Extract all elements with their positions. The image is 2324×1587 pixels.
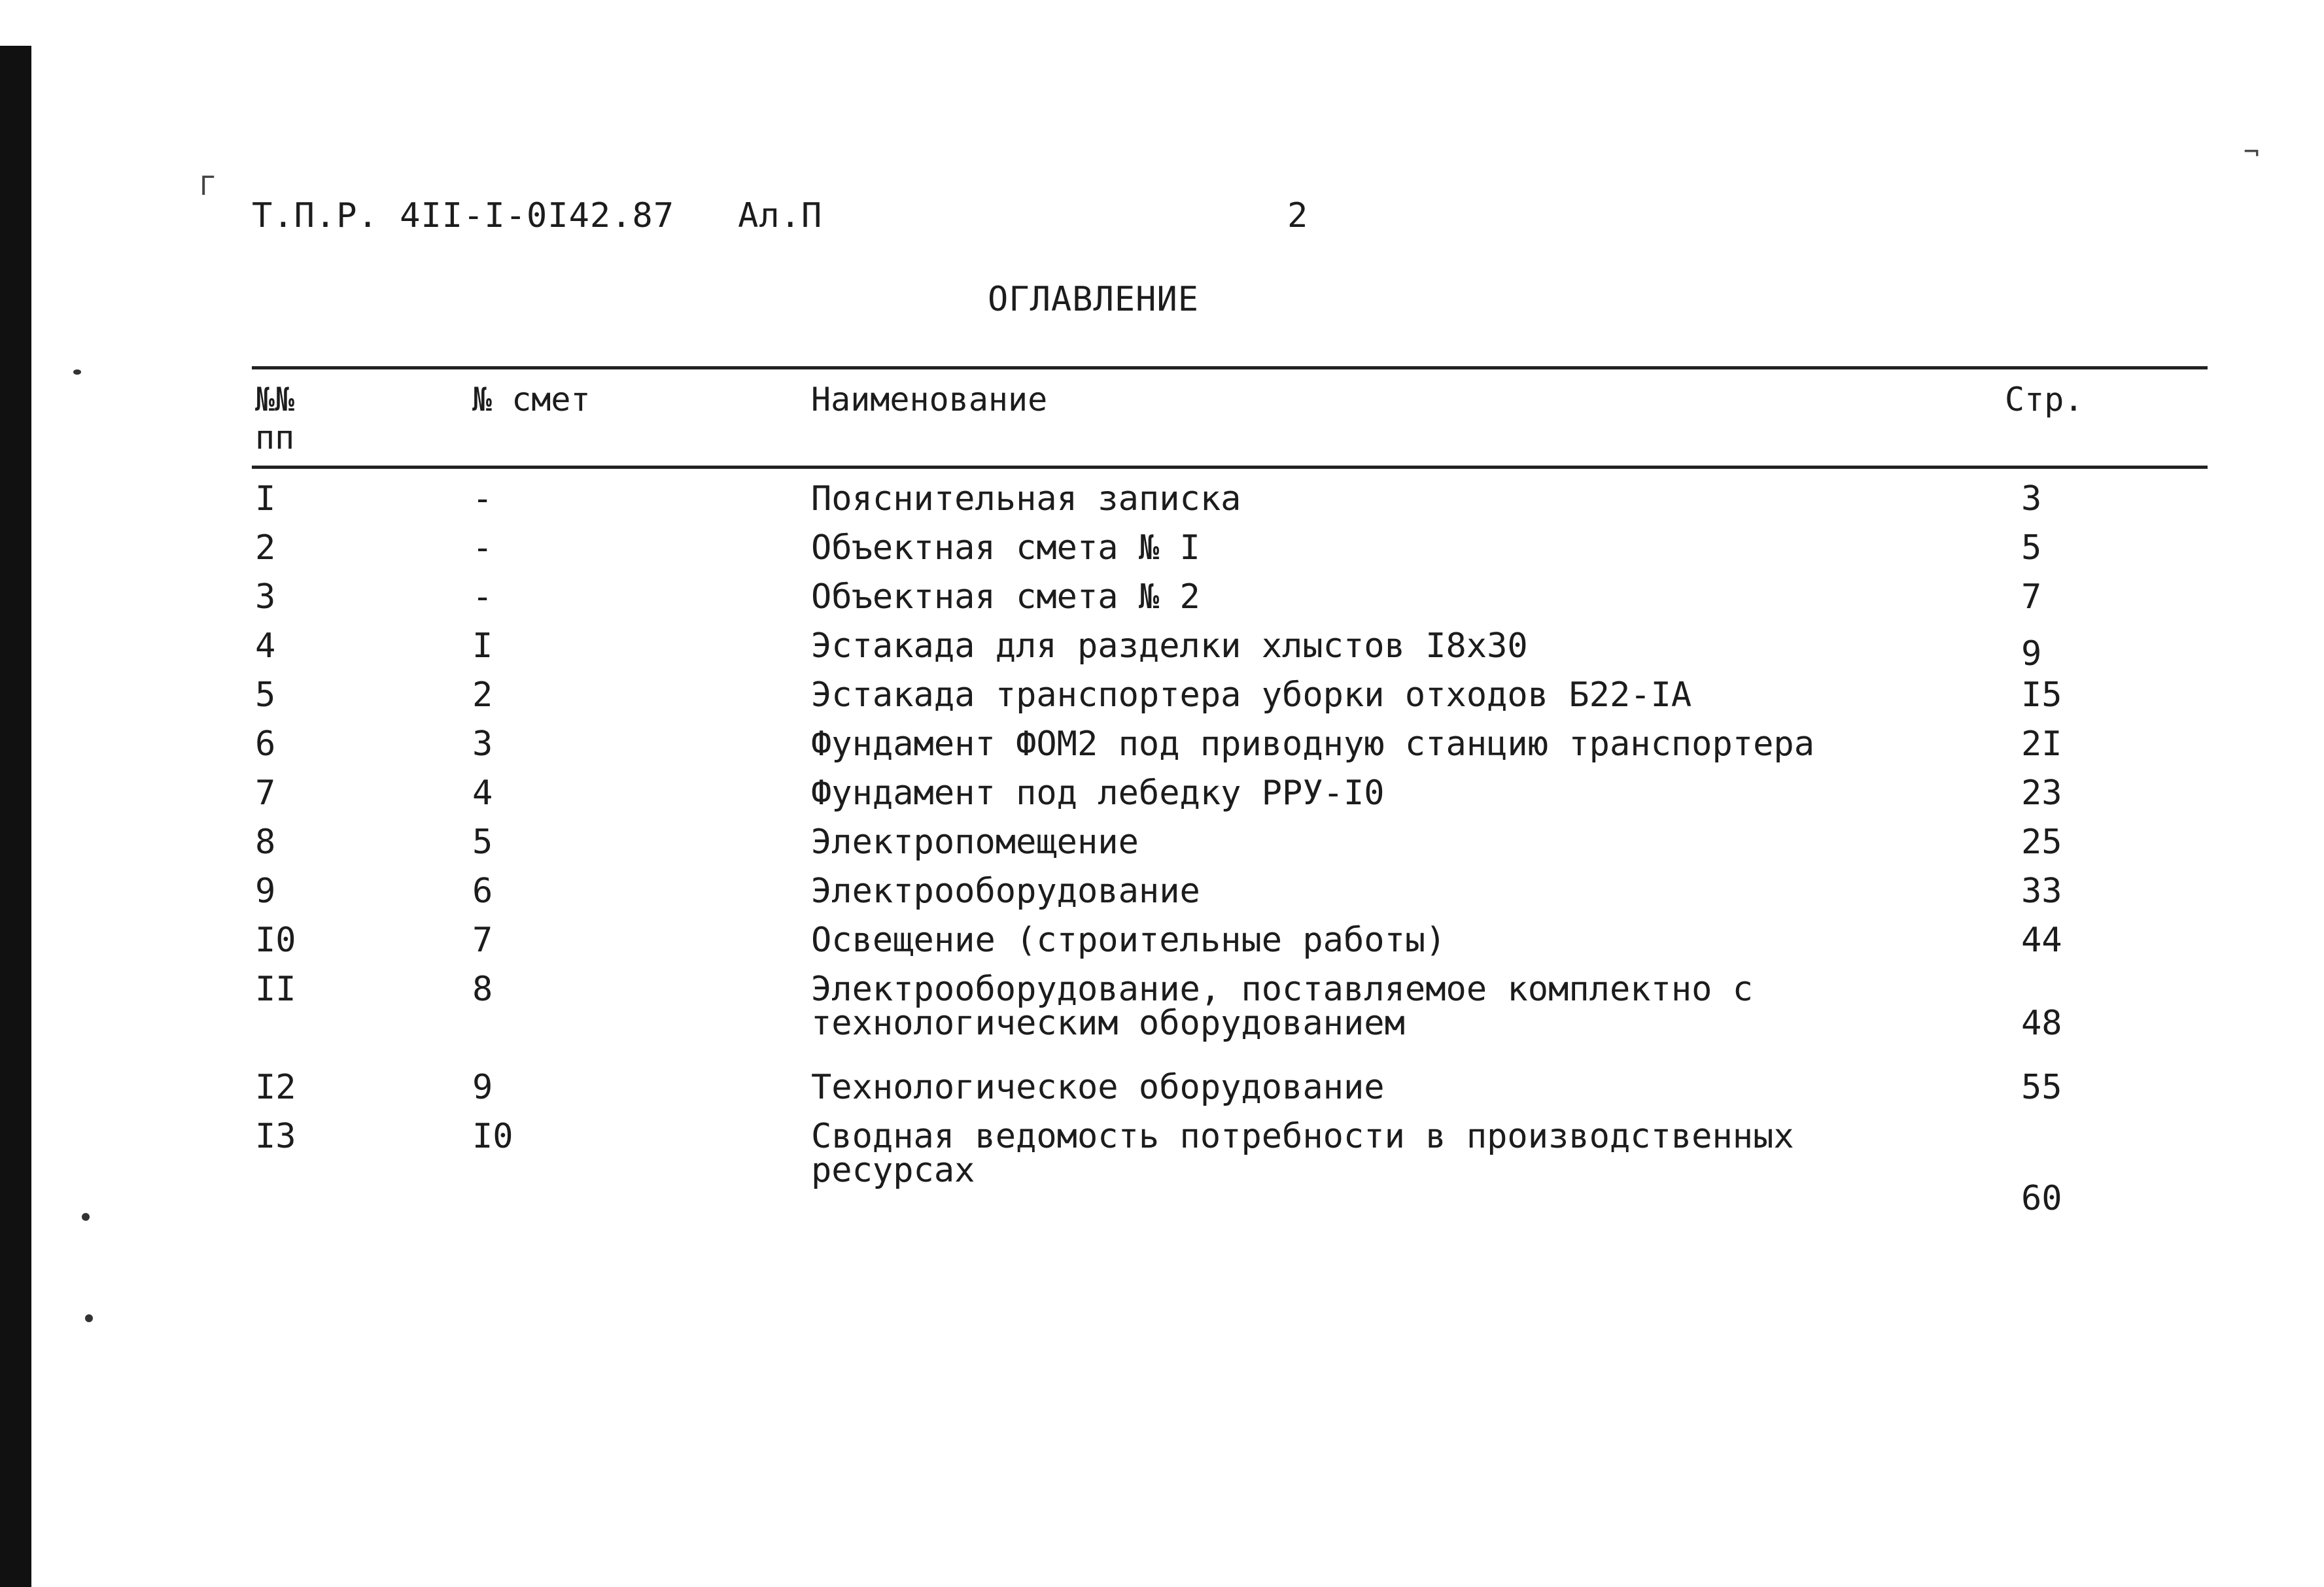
page-ref: 5 bbox=[2021, 528, 2042, 568]
row-number: I3 bbox=[255, 1117, 296, 1156]
estimate-number: - bbox=[472, 528, 493, 568]
corner-mark-right: ¬ bbox=[2244, 137, 2260, 167]
column-header-name: Наименование bbox=[811, 381, 1048, 418]
page-ref: 7 bbox=[2021, 577, 2042, 617]
estimate-number: 3 bbox=[472, 725, 493, 764]
album-label: Ал.П bbox=[738, 196, 823, 235]
row-number: 9 bbox=[255, 872, 276, 911]
estimate-number: 8 bbox=[472, 970, 493, 1009]
table-header-rule bbox=[252, 466, 2208, 469]
estimate-number: 2 bbox=[472, 675, 493, 715]
row-number: 2 bbox=[255, 528, 276, 568]
estimate-number: 5 bbox=[472, 823, 493, 862]
row-number: I2 bbox=[255, 1068, 296, 1107]
row-number: 7 bbox=[255, 774, 276, 813]
item-name: Эстакада для разделки хлыстов I8x30 bbox=[811, 626, 1528, 666]
row-number: 4 bbox=[255, 626, 276, 666]
estimate-number: I bbox=[472, 626, 493, 666]
column-header-number-line2: пп bbox=[255, 418, 295, 456]
column-header-page: Стр. bbox=[2005, 381, 2084, 418]
scan-speck bbox=[82, 1213, 90, 1221]
row-number: 8 bbox=[255, 823, 276, 862]
page-ref: 60 bbox=[2021, 1179, 2062, 1218]
item-name: Фундамент ФОМ2 под приводную станцию транспортера bbox=[811, 725, 1815, 764]
page-ref: 9 bbox=[2021, 634, 2042, 674]
item-name: Технологическое оборудование bbox=[811, 1068, 1385, 1107]
row-number: I0 bbox=[255, 921, 296, 960]
scan-speck bbox=[73, 369, 81, 375]
estimate-number: 9 bbox=[472, 1068, 493, 1107]
page-ref: 33 bbox=[2021, 872, 2062, 911]
row-number: 3 bbox=[255, 577, 276, 617]
item-name: Эстакада транспортера уборки отходов Б22-IА bbox=[811, 675, 1692, 715]
page-ref: 55 bbox=[2021, 1068, 2062, 1107]
page-ref: 23 bbox=[2021, 774, 2062, 813]
document-code: Т.П.Р. 4II-I-0I42.87 bbox=[252, 196, 675, 235]
page-ref: 25 bbox=[2021, 823, 2062, 862]
page-number: 2 bbox=[1287, 196, 1308, 235]
estimate-number: - bbox=[472, 479, 493, 519]
row-number: 5 bbox=[255, 675, 276, 715]
estimate-number: - bbox=[472, 577, 493, 617]
table-top-rule bbox=[252, 366, 2208, 369]
estimate-number: I0 bbox=[472, 1117, 513, 1156]
item-name: Объектная смета № 2 bbox=[811, 577, 1200, 617]
item-name-continuation: технологическим оборудованием bbox=[811, 1004, 1405, 1043]
column-header-estimate: № смет bbox=[472, 381, 591, 418]
column-header-number-line1: №№ bbox=[255, 381, 295, 418]
page-ref: 44 bbox=[2021, 921, 2062, 960]
item-name: Фундамент под лебедку РРУ-I0 bbox=[811, 774, 1385, 813]
item-name: Освещение (строительные работы) bbox=[811, 921, 1446, 960]
estimate-number: 6 bbox=[472, 872, 493, 911]
corner-mark-left: Г bbox=[199, 171, 216, 201]
document-title: ОГЛАВЛЕНИЕ bbox=[988, 280, 1200, 319]
document-header bbox=[252, 196, 822, 235]
column-header-number bbox=[255, 381, 294, 456]
row-number: 6 bbox=[255, 725, 276, 764]
item-name: Электрооборудование, поставляемое комплектно с bbox=[811, 970, 1754, 1009]
item-name: Объектная смета № I bbox=[811, 528, 1200, 568]
page-ref: 3 bbox=[2021, 479, 2042, 519]
row-number: I bbox=[255, 479, 276, 519]
page-ref: 48 bbox=[2021, 1004, 2062, 1043]
item-name-continuation: ресурсах bbox=[811, 1151, 975, 1190]
estimate-number: 7 bbox=[472, 921, 493, 960]
estimate-number: 4 bbox=[472, 774, 493, 813]
item-name: Сводная ведомость потребности в производственных bbox=[811, 1117, 1794, 1156]
page-ref: I5 bbox=[2021, 675, 2062, 715]
item-name: Электрооборудование bbox=[811, 872, 1200, 911]
item-name: Электропомещение bbox=[811, 823, 1139, 862]
scan-edge-bar bbox=[0, 46, 31, 1587]
page-ref: 2I bbox=[2021, 725, 2062, 764]
row-number: II bbox=[255, 970, 296, 1009]
item-name: Пояснительная записка bbox=[811, 479, 1241, 519]
scan-speck bbox=[85, 1314, 93, 1322]
